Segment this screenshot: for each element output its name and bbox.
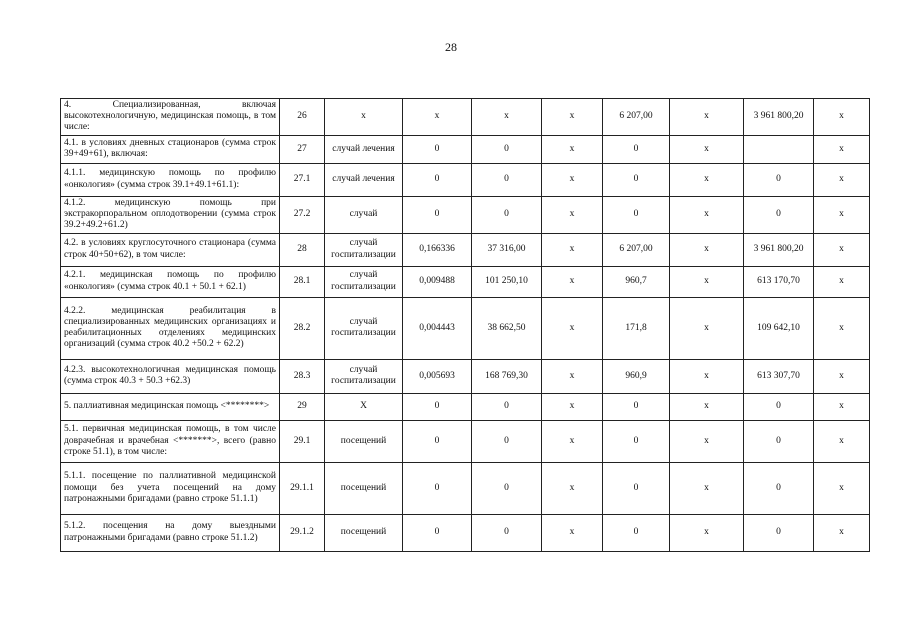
cell-c3: 0,005693: [403, 359, 472, 393]
cell-c3: 0: [403, 196, 472, 233]
cell-c6: 0: [603, 135, 670, 163]
cell-c6: 0: [603, 514, 670, 551]
row-name: 4.1. в условиях дневных стационаров (сумма строк 39+49+61), включая:: [61, 135, 280, 163]
row-unit: случай лечения: [325, 163, 403, 196]
table-row: [61, 163, 870, 196]
data-table: [60, 98, 870, 552]
cell-c6: 0: [603, 163, 670, 196]
cell-c7: х: [670, 297, 744, 359]
cell-c8: 0: [744, 514, 814, 551]
cell-c8: 0: [744, 196, 814, 233]
cell-c9: х: [814, 359, 870, 393]
cell-c5: х: [542, 393, 603, 420]
table-row: [61, 135, 870, 163]
cell-c9: х: [814, 196, 870, 233]
cell-c6: 0: [603, 420, 670, 462]
cell-c4: 0: [472, 462, 542, 514]
row-code: 29: [280, 393, 325, 420]
cell-c9: х: [814, 420, 870, 462]
cell-c5: х: [542, 233, 603, 266]
cell-c5: х: [542, 99, 603, 136]
cell-c4: 101 250,10: [472, 266, 542, 297]
row-name: 5.1. первичная медицинская помощь, в том числе доврачебная и врачебная <*******>, всего (равно строке 51.1), в том числе:: [61, 420, 280, 462]
cell-c4: 0: [472, 135, 542, 163]
cell-c3: 0: [403, 135, 472, 163]
table-row: [61, 266, 870, 297]
cell-c6: 0: [603, 196, 670, 233]
cell-c3: 0,009488: [403, 266, 472, 297]
table-row: [61, 99, 870, 136]
row-unit: случай лечения: [325, 135, 403, 163]
cell-c4: 0: [472, 196, 542, 233]
cell-c3: 0,004443: [403, 297, 472, 359]
cell-c5: х: [542, 297, 603, 359]
cell-c6: 171,8: [603, 297, 670, 359]
cell-c3: 0,166336: [403, 233, 472, 266]
row-unit: х: [325, 99, 403, 136]
cell-c3: 0: [403, 462, 472, 514]
cell-c6: 0: [603, 393, 670, 420]
table-row: [61, 462, 870, 514]
row-unit: Х: [325, 393, 403, 420]
cell-c9: х: [814, 462, 870, 514]
cell-c8: [744, 135, 814, 163]
cell-c7: х: [670, 359, 744, 393]
row-unit: посещений: [325, 462, 403, 514]
cell-c9: х: [814, 163, 870, 196]
cell-c9: х: [814, 99, 870, 136]
cell-c6: 0: [603, 462, 670, 514]
cell-c6: 6 207,00: [603, 99, 670, 136]
cell-c7: х: [670, 462, 744, 514]
row-code: 28: [280, 233, 325, 266]
row-name: 5.1.2. посещения на дому выездными патронажными бригадами (равно строке 51.1.2): [61, 514, 280, 551]
cell-c5: х: [542, 196, 603, 233]
cell-c8: 3 961 800,20: [744, 233, 814, 266]
cell-c4: 37 316,00: [472, 233, 542, 266]
cell-c8: 3 961 800,20: [744, 99, 814, 136]
row-name: 4. Специализированная, включая высокотехнологичную, медицинская помощь, в том числе:: [61, 99, 280, 136]
row-code: 29.1.2: [280, 514, 325, 551]
cell-c9: х: [814, 297, 870, 359]
cell-c9: х: [814, 233, 870, 266]
row-name: 5. паллиативная медицинская помощь <********>: [61, 393, 280, 420]
row-name: 5.1.1. посещение по паллиативной медицинской помощи без учета посещений на дому патронажными бригадами (равно строке 51.1.1): [61, 462, 280, 514]
cell-c5: х: [542, 359, 603, 393]
cell-c7: х: [670, 99, 744, 136]
cell-c4: 0: [472, 163, 542, 196]
cell-c7: х: [670, 266, 744, 297]
cell-c7: х: [670, 233, 744, 266]
row-unit: посещений: [325, 420, 403, 462]
cell-c7: х: [670, 196, 744, 233]
row-unit: посещений: [325, 514, 403, 551]
row-name: 4.2. в условиях круглосуточного стационара (сумма строк 40+50+62), в том числе:: [61, 233, 280, 266]
row-unit: случай госпитализации: [325, 266, 403, 297]
cell-c4: х: [472, 99, 542, 136]
table-row: [61, 514, 870, 551]
cell-c8: 613 170,70: [744, 266, 814, 297]
row-name: 4.2.2. медицинская реабилитация в специализированных медицинских организациях и реабилитационных отделениях медицинских организаций (сумма строк 40.2 +50.2 + 62.2): [61, 297, 280, 359]
cell-c4: 38 662,50: [472, 297, 542, 359]
page-number: 28: [445, 40, 457, 54]
cell-c6: 960,9: [603, 359, 670, 393]
cell-c8: 613 307,70: [744, 359, 814, 393]
cell-c9: х: [814, 393, 870, 420]
table-row: [61, 359, 870, 393]
cell-c8: 0: [744, 420, 814, 462]
row-code: 27: [280, 135, 325, 163]
row-code: 28.3: [280, 359, 325, 393]
row-unit: случай госпитализации: [325, 233, 403, 266]
cell-c7: х: [670, 135, 744, 163]
table-row: [61, 393, 870, 420]
cell-c7: х: [670, 163, 744, 196]
table-row: [61, 297, 870, 359]
row-code: 27.2: [280, 196, 325, 233]
cell-c4: 0: [472, 514, 542, 551]
cell-c5: х: [542, 462, 603, 514]
cell-c3: 0: [403, 393, 472, 420]
row-unit: случай: [325, 196, 403, 233]
table-row: [61, 196, 870, 233]
cell-c8: 0: [744, 393, 814, 420]
cell-c9: х: [814, 266, 870, 297]
cell-c8: 109 642,10: [744, 297, 814, 359]
row-code: 29.1: [280, 420, 325, 462]
table-row: [61, 420, 870, 462]
cell-c4: 0: [472, 420, 542, 462]
cell-c6: 960,7: [603, 266, 670, 297]
row-unit: случай госпитализации: [325, 297, 403, 359]
row-name: 4.1.2. медицинскую помощь при экстракорпоральном оплодотворении (сумма строк 39.2+49.2+61.2): [61, 196, 280, 233]
cell-c3: 0: [403, 514, 472, 551]
cell-c9: х: [814, 135, 870, 163]
cell-c8: 0: [744, 163, 814, 196]
row-name: 4.2.1. медицинская помощь по профилю «онкология» (сумма строк 40.1 + 50.1 + 62.1): [61, 266, 280, 297]
row-name: 4.2.3. высокотехнологичная медицинская помощь (сумма строк 40.3 + 50.3 +62.3): [61, 359, 280, 393]
cell-c5: х: [542, 420, 603, 462]
row-code: 28.2: [280, 297, 325, 359]
cell-c3: х: [403, 99, 472, 136]
cell-c5: х: [542, 135, 603, 163]
row-code: 28.1: [280, 266, 325, 297]
cell-c7: х: [670, 420, 744, 462]
cell-c3: 0: [403, 420, 472, 462]
cell-c7: х: [670, 393, 744, 420]
table-row: [61, 233, 870, 266]
cell-c4: 168 769,30: [472, 359, 542, 393]
cell-c4: 0: [472, 393, 542, 420]
row-code: 26: [280, 99, 325, 136]
cell-c8: 0: [744, 462, 814, 514]
row-name: 4.1.1. медицинскую помощь по профилю «онкология» (сумма строк 39.1+49.1+61.1):: [61, 163, 280, 196]
cell-c6: 6 207,00: [603, 233, 670, 266]
row-code: 27.1: [280, 163, 325, 196]
cell-c5: х: [542, 514, 603, 551]
cell-c9: х: [814, 514, 870, 551]
cell-c5: х: [542, 163, 603, 196]
row-unit: случай госпитализации: [325, 359, 403, 393]
cell-c3: 0: [403, 163, 472, 196]
cell-c7: х: [670, 514, 744, 551]
row-code: 29.1.1: [280, 462, 325, 514]
cell-c5: х: [542, 266, 603, 297]
